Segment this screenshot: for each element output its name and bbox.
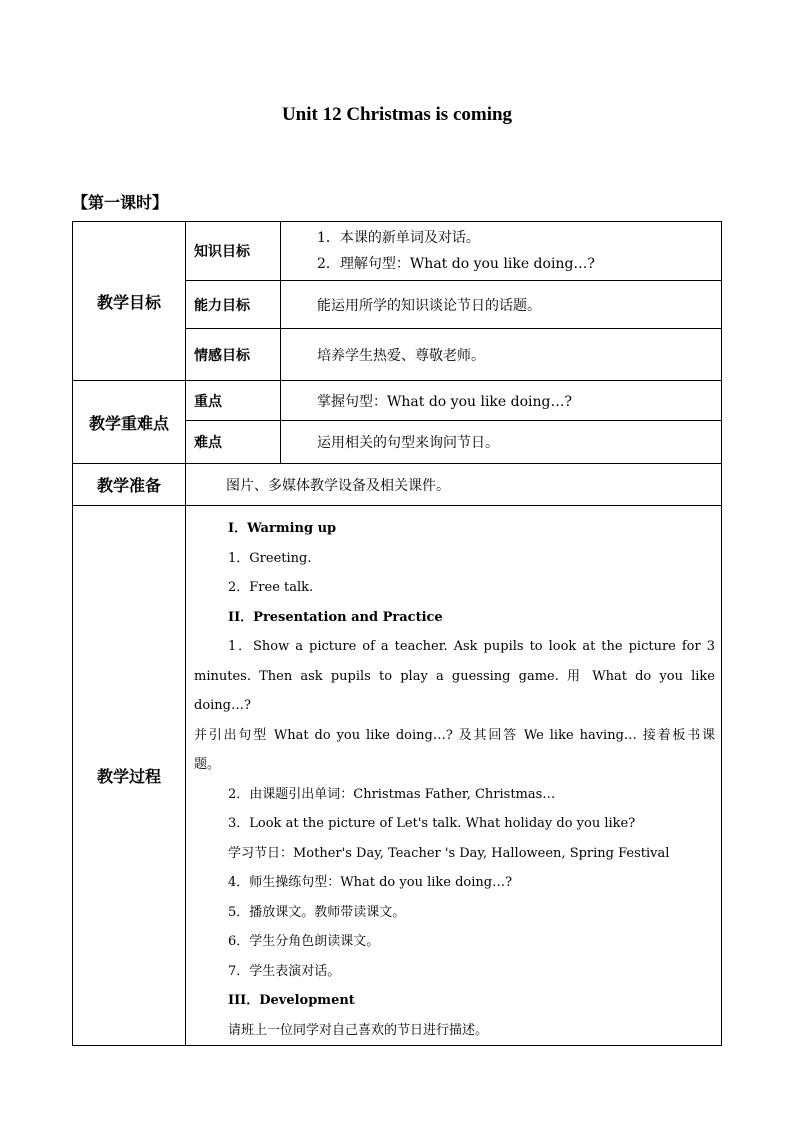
lesson-plan-table	[72, 221, 722, 1038]
knowledge-goal-line: 2．理解句型：What do you like doing…?	[317, 256, 595, 272]
key-point-content: 掌握句型：What do you like doing…?	[281, 381, 722, 421]
ability-goal-label: 能力目标	[186, 281, 281, 329]
process-line: 并引出句型 What do you like doing…? 及其回答 We like having… 接着板书课	[194, 727, 715, 743]
objectives-label: 教学目标	[73, 222, 186, 381]
process-line: 1．Greeting.	[228, 550, 312, 566]
ability-goal-content: 能运用所学的知识谈论节日的话题。	[281, 281, 722, 329]
preparation-content: 图片、多媒体教学设备及相关课件。	[186, 464, 722, 506]
keypoints-label: 教学重难点	[73, 381, 186, 464]
process-heading: III．Development	[228, 993, 355, 1008]
process-line: 4．师生操练句型：What do you like doing…?	[228, 875, 513, 890]
process-line: 3．Look at the picture of Let's talk. What holiday do you like?	[228, 816, 636, 831]
process-line: 请班上一位同学对自己喜欢的节日进行描述。	[228, 1022, 489, 1038]
knowledge-goal-content	[281, 222, 722, 281]
process-line: 2．Free talk.	[228, 580, 314, 595]
document-title: Unit 12 Christmas is coming	[281, 104, 513, 125]
knowledge-goal-label: 知识目标	[186, 222, 281, 281]
process-line: minutes. Then ask pupils to play a guessing game. 用 What do you like doing…?	[194, 668, 715, 713]
preparation-label: 教学准备	[73, 464, 186, 506]
lesson-heading: 【第一课时】	[72, 193, 169, 212]
process-line: 7．学生表演对话。	[228, 963, 341, 979]
process-line: 学习节日：Mother's Day, Teacher 's Day, Halloween, Spring Festival	[228, 845, 670, 861]
emotion-goal-content: 培养学生热爱、尊敬老师。	[281, 329, 722, 381]
emotion-goal-label: 情感目标	[186, 329, 281, 381]
knowledge-goal-line: 1．本课的新单词及对话。	[317, 230, 480, 246]
process-line: 2．由课题引出单词：Christmas Father, Christmas…	[228, 786, 556, 802]
process-line: 题。	[194, 757, 221, 772]
difficulty-content: 运用相关的句型来询问节日。	[281, 421, 722, 464]
process-heading: I．Warming up	[228, 521, 337, 536]
process-label: 教学过程	[73, 506, 186, 1046]
key-point-label: 重点	[186, 381, 281, 421]
difficulty-label: 难点	[186, 421, 281, 464]
process-heading: II．Presentation and Practice	[228, 609, 443, 625]
process-line: 6．学生分角色朗读课文。	[228, 934, 380, 949]
process-line: 5．播放课文。教师带读课文。	[228, 904, 406, 920]
process-line: 1．Show a picture of a teacher. Ask pupils to look at the picture for 3	[228, 639, 715, 654]
process-content	[186, 506, 722, 1046]
